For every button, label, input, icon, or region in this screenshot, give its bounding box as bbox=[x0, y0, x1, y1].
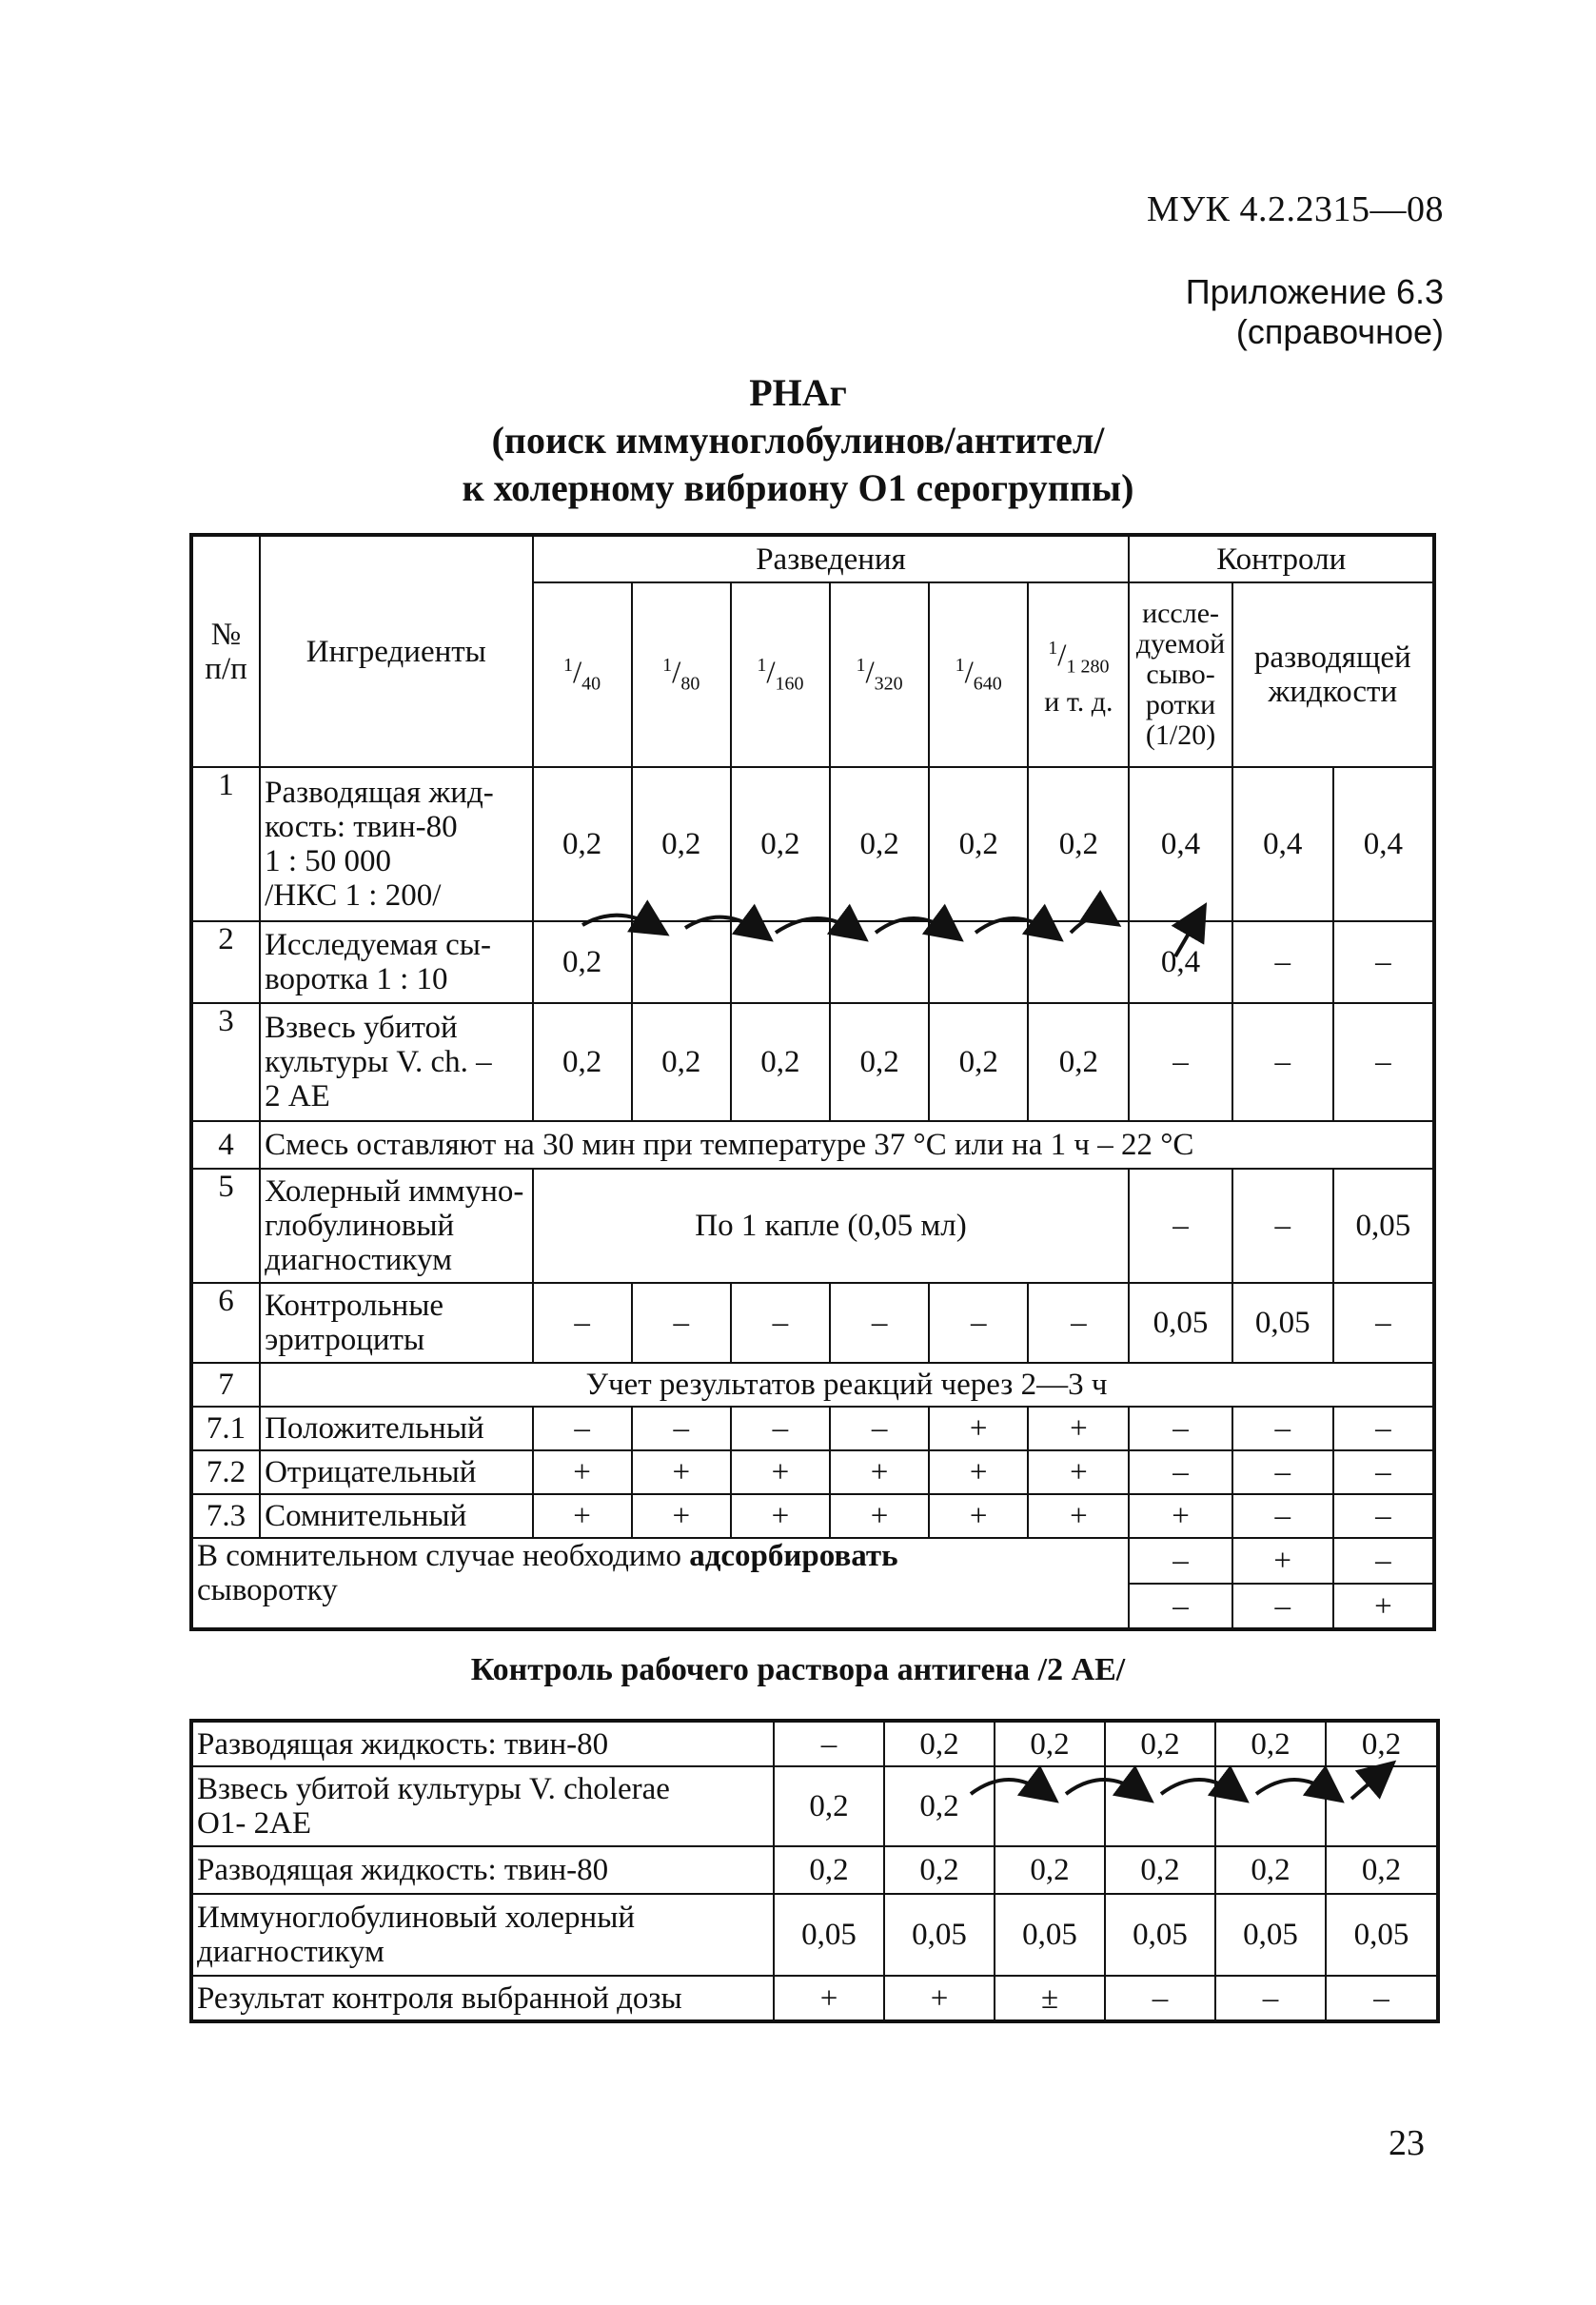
row-number: 6 bbox=[191, 1283, 260, 1363]
table-cell: + bbox=[1028, 1494, 1129, 1538]
ingredient-name: Исследуемая сы- воротка 1 : 10 bbox=[260, 921, 532, 1003]
table-cell: – bbox=[632, 1407, 731, 1450]
table-cell: + bbox=[929, 1494, 1028, 1538]
dilution-suffix: и т. д. bbox=[1044, 685, 1113, 718]
table-cell: 0,2 bbox=[1105, 1721, 1215, 1766]
ingredient-name: Разводящая жид- кость: твин-80 1 : 50 000 /НКС 1 : 200/ bbox=[260, 767, 532, 921]
table-cell: + bbox=[774, 1976, 884, 2021]
table-cell: + bbox=[533, 1494, 632, 1538]
adsorb-note bbox=[191, 1538, 1129, 1629]
title-line-3: к холерному вибриону О1 серогруппы) bbox=[462, 466, 1134, 509]
table-cell: – bbox=[1129, 1407, 1231, 1450]
table-cell: – bbox=[774, 1721, 884, 1766]
table-row bbox=[191, 1494, 1434, 1538]
table-cell: + bbox=[533, 1450, 632, 1494]
table-cell: + bbox=[1028, 1407, 1129, 1450]
table-cell: – bbox=[1028, 1283, 1129, 1363]
table-cell bbox=[632, 921, 731, 1003]
dilution-fraction: $^1/_{1 280}$ bbox=[1048, 638, 1110, 678]
table-cell: + bbox=[632, 1450, 731, 1494]
document-code: МУК 4.2.2315—08 bbox=[1146, 189, 1444, 229]
table-cell: + bbox=[1028, 1450, 1129, 1494]
result-name: Отрицательный bbox=[260, 1450, 532, 1494]
row-number: 4 bbox=[191, 1121, 260, 1169]
dilution-header bbox=[830, 582, 929, 767]
table-cell: 0,2 bbox=[1215, 1846, 1326, 1894]
table-cell: 0,2 bbox=[830, 1003, 929, 1121]
table-cell: 0,05 bbox=[884, 1894, 995, 1976]
table-cell: 0,2 bbox=[774, 1846, 884, 1894]
table-cell bbox=[731, 921, 830, 1003]
table-row bbox=[191, 1846, 1438, 1894]
table-cell: – bbox=[1232, 1003, 1333, 1121]
dilution-fraction: $^1/_{40}$ bbox=[563, 655, 601, 695]
table-cell: + bbox=[731, 1450, 830, 1494]
table-row bbox=[191, 1283, 1434, 1363]
table-cell bbox=[1215, 1766, 1326, 1846]
control-serum-header: иссле- дуемой сыво- ротки (1/20) bbox=[1129, 582, 1231, 767]
table-cell: + bbox=[830, 1450, 929, 1494]
table-cell bbox=[929, 921, 1028, 1003]
table-cell: 0,2 bbox=[1326, 1846, 1438, 1894]
ingredient-name: Холерный иммуно- глобулиновый диагностикум bbox=[260, 1169, 532, 1283]
appendix-type: (справочное) bbox=[1235, 312, 1444, 351]
dilution-fraction: $^1/_{80}$ bbox=[662, 655, 700, 695]
table-row bbox=[191, 1894, 1438, 1976]
table-cell bbox=[1105, 1766, 1215, 1846]
dilution-fraction: $^1/_{640}$ bbox=[955, 655, 1002, 695]
table-cell: 0,4 bbox=[1129, 921, 1231, 1003]
table-row bbox=[191, 1003, 1434, 1121]
table-cell: 0,2 bbox=[830, 767, 929, 921]
table-cell bbox=[830, 921, 929, 1003]
title-line-1: РНАг bbox=[749, 371, 847, 414]
adsorb-note-text: В сомнительном случае необходимо bbox=[197, 1539, 690, 1573]
table-cell: 0,05 bbox=[1215, 1894, 1326, 1976]
table-cell: – bbox=[1333, 1494, 1434, 1538]
table-cell: 0,05 bbox=[1333, 1169, 1434, 1283]
table-row bbox=[191, 1169, 1434, 1283]
table-cell: 0,05 bbox=[1232, 1283, 1333, 1363]
dilution-header bbox=[1028, 582, 1129, 767]
table-cell: – bbox=[1129, 1169, 1231, 1283]
table-cell: – bbox=[1232, 1407, 1333, 1450]
table-cell: 0,2 bbox=[1028, 767, 1129, 921]
table-cell: – bbox=[1333, 1283, 1434, 1363]
table-cell: – bbox=[1333, 921, 1434, 1003]
drop-instruction: По 1 капле (0,05 мл) bbox=[533, 1169, 1130, 1283]
row-number: 7.2 bbox=[191, 1450, 260, 1494]
ingredient-name: Контрольные эритроциты bbox=[260, 1283, 532, 1363]
table-cell: – bbox=[1232, 1450, 1333, 1494]
table-cell: 0,2 bbox=[929, 767, 1028, 921]
table-cell: 0,2 bbox=[533, 921, 632, 1003]
table-cell: 0,2 bbox=[884, 1721, 995, 1766]
table-cell: + bbox=[884, 1976, 995, 2021]
table-cell: 0,4 bbox=[1232, 767, 1333, 921]
table-row bbox=[191, 1450, 1434, 1494]
table-row bbox=[191, 1121, 1434, 1169]
ingredient-name: Взвесь убитой культуры V. ch. – 2 АЕ bbox=[260, 1003, 532, 1121]
dilution-header bbox=[533, 582, 632, 767]
row-number: 7.1 bbox=[191, 1407, 260, 1450]
table-cell: + bbox=[929, 1407, 1028, 1450]
table-cell: + bbox=[632, 1494, 731, 1538]
table-cell: 0,05 bbox=[1326, 1894, 1438, 1976]
dilutions-group-header: Разведения bbox=[533, 535, 1130, 582]
table-cell: – bbox=[1232, 921, 1333, 1003]
col-number-header: № п/п bbox=[191, 535, 260, 767]
result-name: Положительный bbox=[260, 1407, 532, 1450]
control-diluent-header: разводящей жидкости bbox=[1232, 582, 1434, 767]
table-cell: 0,05 bbox=[774, 1894, 884, 1976]
ingredient-name: Взвесь убитой культуры V. cholerae О1- 2АЕ bbox=[191, 1766, 774, 1846]
table-cell: 0,2 bbox=[995, 1721, 1105, 1766]
table-cell: – bbox=[1129, 1003, 1231, 1121]
table-cell: – bbox=[830, 1407, 929, 1450]
table-cell: – bbox=[731, 1283, 830, 1363]
adsorb-note-bold: адсорбировать bbox=[689, 1539, 898, 1573]
table-cell: 0,4 bbox=[1333, 767, 1434, 921]
table-row bbox=[191, 1976, 1438, 2021]
table-cell: 0,2 bbox=[632, 767, 731, 921]
table-cell: 0,2 bbox=[929, 1003, 1028, 1121]
table-cell: – bbox=[533, 1283, 632, 1363]
table-cell: ± bbox=[995, 1976, 1105, 2021]
table-cell bbox=[1028, 921, 1129, 1003]
table-cell: 0,2 bbox=[884, 1766, 995, 1846]
table-cell: 0,2 bbox=[533, 1003, 632, 1121]
table-cell: 0,2 bbox=[1326, 1721, 1438, 1766]
table-cell: – bbox=[1326, 1976, 1438, 2021]
appendix-label bbox=[1186, 272, 1444, 352]
table-cell: – bbox=[632, 1283, 731, 1363]
dilution-header bbox=[929, 582, 1028, 767]
table-cell: 0,2 bbox=[731, 767, 830, 921]
table-row bbox=[191, 1407, 1434, 1450]
dilution-fraction: $^1/_{320}$ bbox=[856, 655, 903, 695]
table-cell: – bbox=[1333, 1450, 1434, 1494]
row-number: 7 bbox=[191, 1363, 260, 1407]
table-cell: 0,2 bbox=[1215, 1721, 1326, 1766]
table-row bbox=[191, 921, 1434, 1003]
table-cell: – bbox=[533, 1407, 632, 1450]
table-cell: 0,2 bbox=[995, 1846, 1105, 1894]
antigen-control-table bbox=[189, 1719, 1440, 2023]
table-cell bbox=[995, 1766, 1105, 1846]
table-cell: – bbox=[1333, 1538, 1434, 1584]
result-name: Сомнительный bbox=[260, 1494, 532, 1538]
table-cell: 0,05 bbox=[1129, 1283, 1231, 1363]
row-number: 1 bbox=[191, 767, 260, 921]
table-cell: + bbox=[830, 1494, 929, 1538]
table-row bbox=[191, 767, 1434, 921]
table-cell: – bbox=[1333, 1407, 1434, 1450]
table-cell: – bbox=[929, 1283, 1028, 1363]
table-row bbox=[191, 1363, 1434, 1407]
row-number: 2 bbox=[191, 921, 260, 1003]
table-cell: 0,2 bbox=[774, 1766, 884, 1846]
table-cell: – bbox=[1129, 1450, 1231, 1494]
table-cell: – bbox=[1232, 1169, 1333, 1283]
row-number: 3 bbox=[191, 1003, 260, 1121]
table-cell: 0,4 bbox=[1129, 767, 1231, 921]
table-cell: + bbox=[929, 1450, 1028, 1494]
table-cell: 0,2 bbox=[632, 1003, 731, 1121]
table-cell: + bbox=[1333, 1584, 1434, 1629]
table-cell: – bbox=[1129, 1584, 1231, 1629]
table-cell: 0,2 bbox=[1028, 1003, 1129, 1121]
table-row bbox=[191, 1766, 1438, 1846]
adsorb-note-text-2: сыворотку bbox=[197, 1573, 338, 1607]
dilution-fraction: $^1/_{160}$ bbox=[757, 655, 804, 695]
page-number: 23 bbox=[1389, 2123, 1425, 2163]
table-cell: + bbox=[1129, 1494, 1231, 1538]
col-ingredients-header: Ингредиенты bbox=[260, 535, 532, 767]
table-cell: – bbox=[830, 1283, 929, 1363]
table-cell: – bbox=[1215, 1976, 1326, 2021]
table-cell: 0,05 bbox=[1105, 1894, 1215, 1976]
controls-group-header: Контроли bbox=[1129, 535, 1434, 582]
table-cell: – bbox=[1232, 1584, 1333, 1629]
table-cell: – bbox=[1232, 1494, 1333, 1538]
table-cell: + bbox=[731, 1494, 830, 1538]
table-cell: 0,05 bbox=[995, 1894, 1105, 1976]
ingredient-name: Результат контроля выбранной дозы bbox=[191, 1976, 774, 2021]
table-cell: 0,2 bbox=[533, 767, 632, 921]
title-line-2: (поиск иммуноглобулинов/антител/ bbox=[491, 419, 1105, 462]
ingredient-name: Разводящая жидкость: твин-80 bbox=[191, 1721, 774, 1766]
section-subtitle: Контроль рабочего раствора антигена /2 АЕ/ bbox=[470, 1652, 1126, 1687]
dilution-header bbox=[731, 582, 830, 767]
ingredient-name: Иммуноглобулиновый холерный диагностикум bbox=[191, 1894, 774, 1976]
row-number: 7.3 bbox=[191, 1494, 260, 1538]
rnag-protocol-table bbox=[189, 533, 1436, 1631]
appendix-number: Приложение 6.3 bbox=[1185, 272, 1444, 311]
table-cell bbox=[1326, 1766, 1438, 1846]
dilution-header bbox=[632, 582, 731, 767]
table-cell: 0,2 bbox=[731, 1003, 830, 1121]
table-row bbox=[191, 1538, 1434, 1584]
table-cell: – bbox=[1333, 1003, 1434, 1121]
table-cell: + bbox=[1232, 1538, 1333, 1584]
table-cell: – bbox=[1129, 1538, 1231, 1584]
incubation-note: Смесь оставляют на 30 мин при температуре 37 °С или на 1 ч – 22 °С bbox=[260, 1121, 1434, 1169]
table-cell: 0,2 bbox=[1105, 1846, 1215, 1894]
table-row bbox=[191, 1721, 1438, 1766]
results-heading: Учет результатов реакций через 2—3 ч bbox=[260, 1363, 1434, 1407]
table-cell: 0,2 bbox=[884, 1846, 995, 1894]
table-cell: – bbox=[1105, 1976, 1215, 2021]
table-cell: – bbox=[731, 1407, 830, 1450]
row-number: 5 bbox=[191, 1169, 260, 1283]
ingredient-name: Разводящая жидкость: твин-80 bbox=[191, 1846, 774, 1894]
page-title bbox=[0, 369, 1596, 512]
